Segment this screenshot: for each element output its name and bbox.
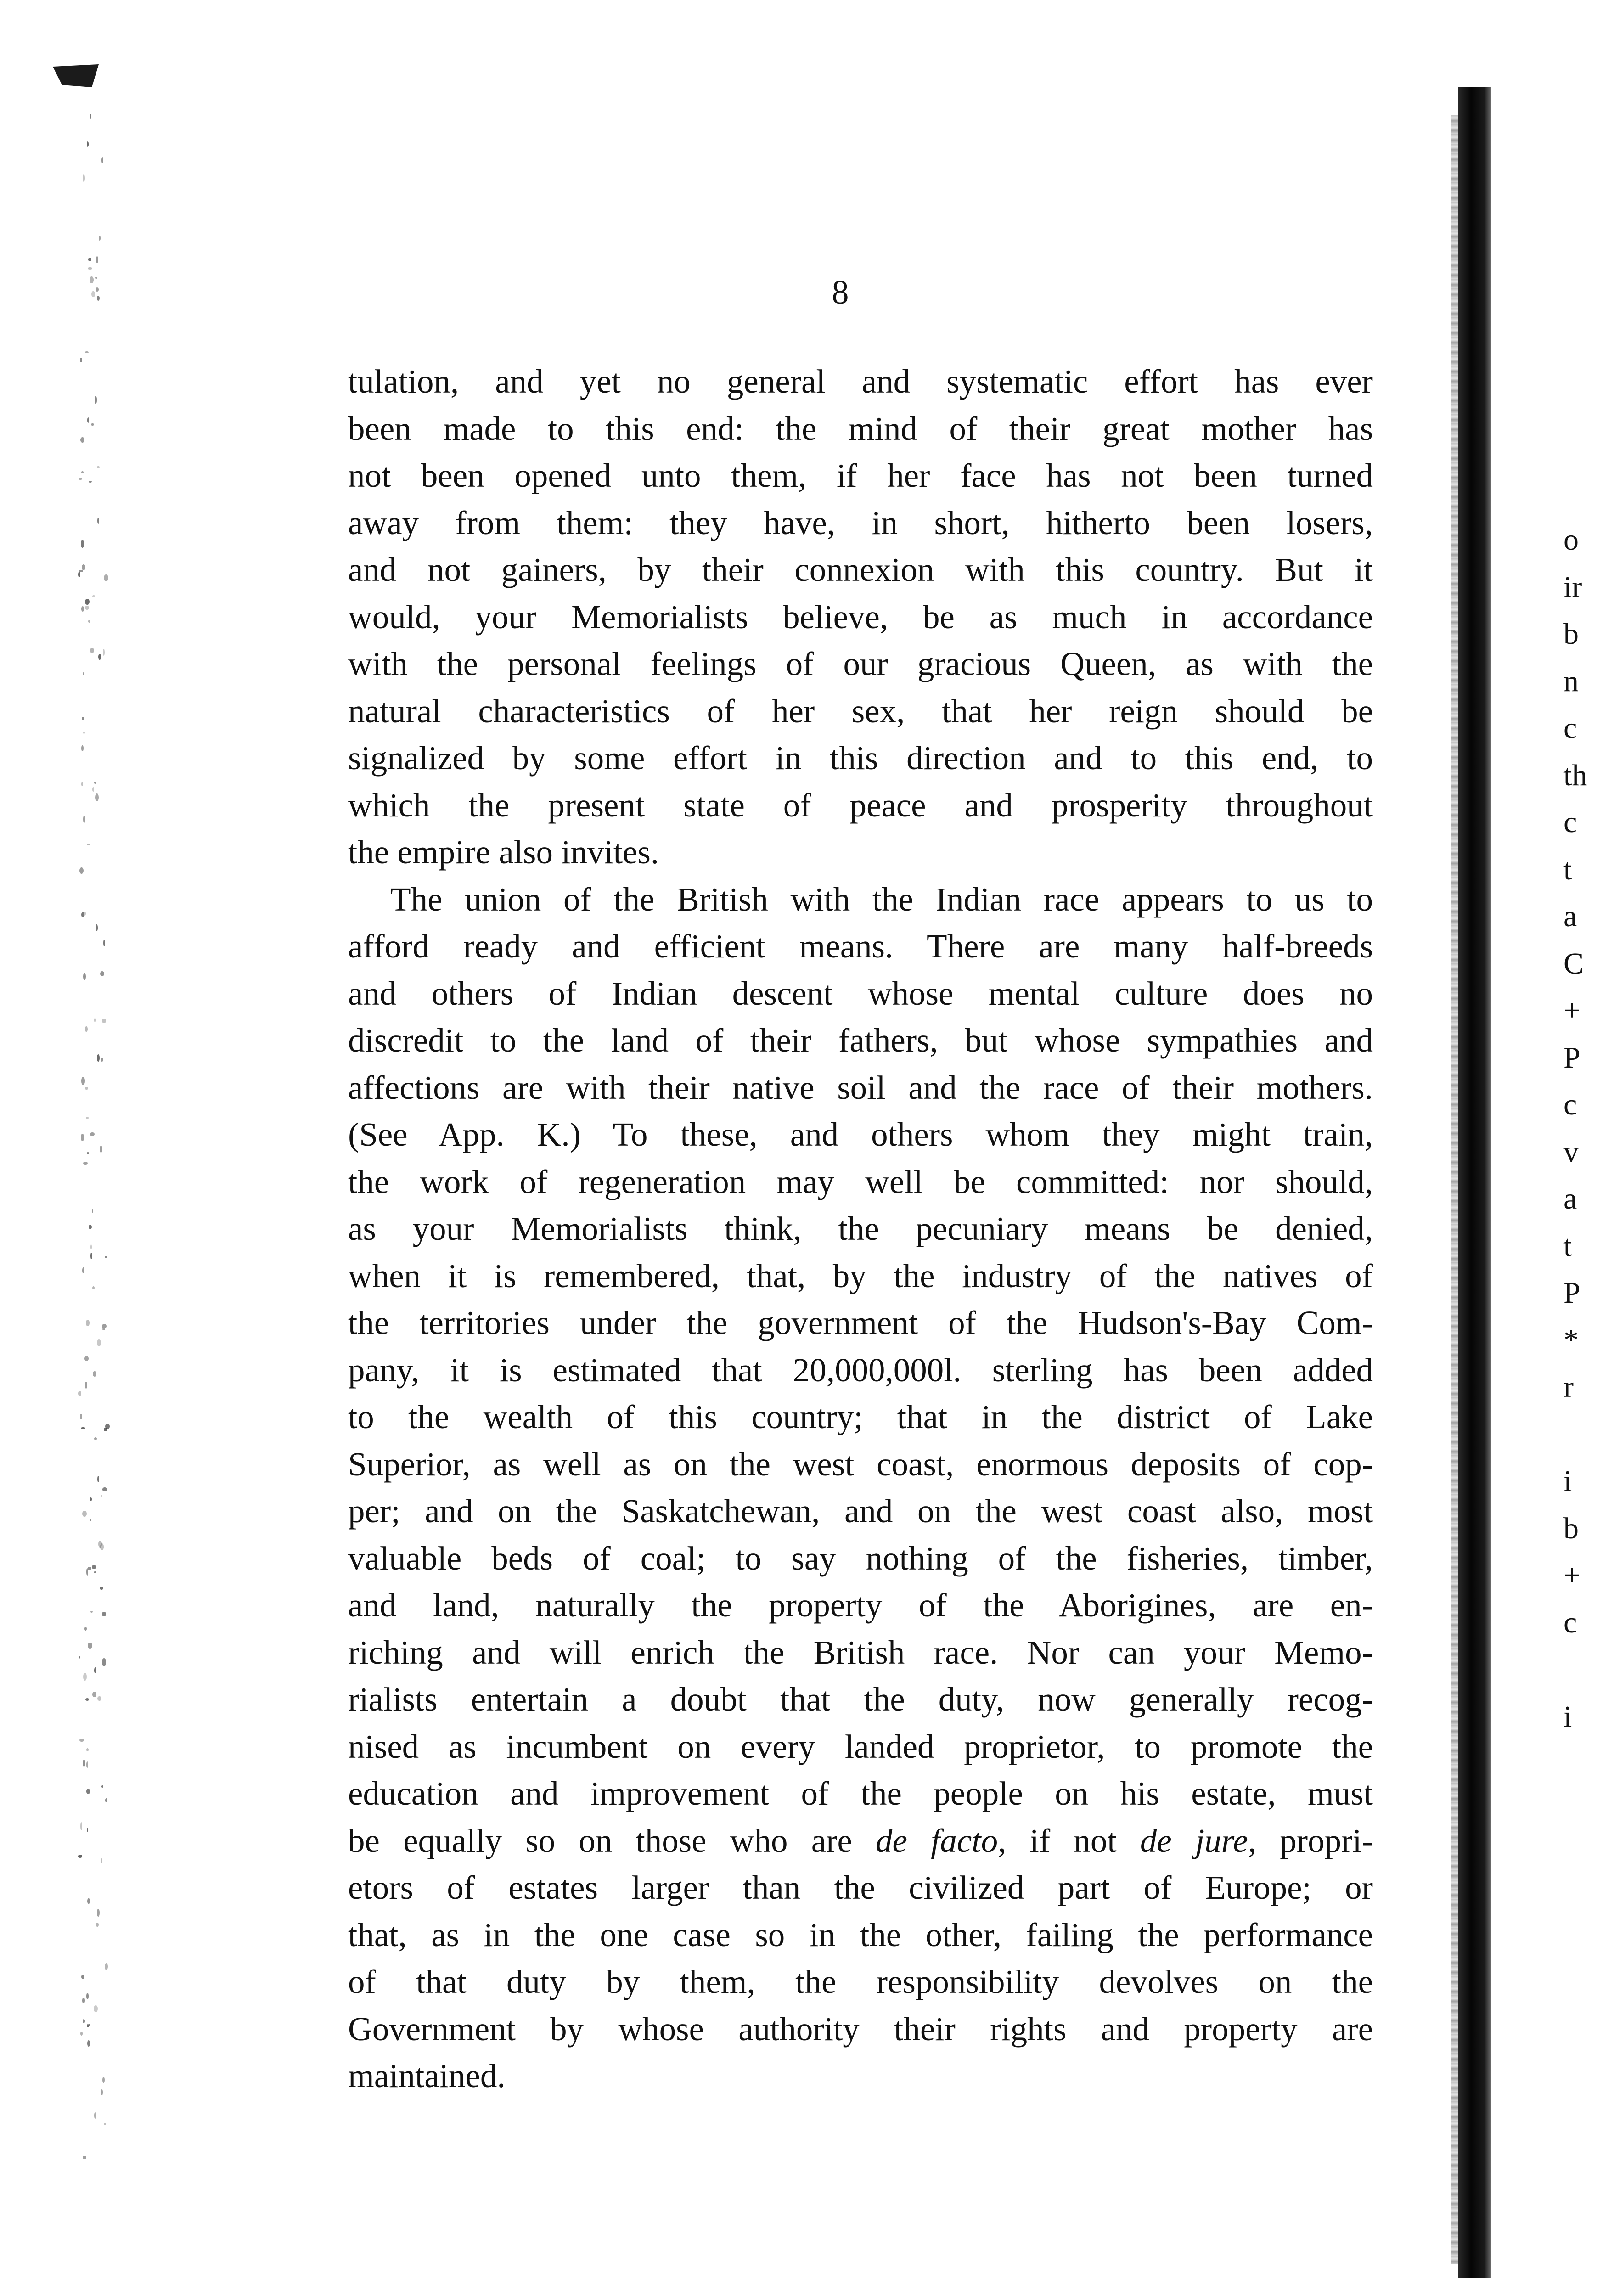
text-line: with the personal feelings of our gracious Queen, as with the <box>348 645 1373 682</box>
edge-letter: c <box>1563 711 1577 745</box>
margin-speck <box>83 732 85 734</box>
margin-speck <box>87 2024 90 2027</box>
text-line: and land, naturally the property of the Aborigines, are en- <box>348 1587 1373 1624</box>
text-line: as your Memorialists think, the pecuniary means be denied, <box>348 1210 1373 1247</box>
book-spine <box>1458 87 1491 2278</box>
edge-letter: c <box>1563 1605 1577 1639</box>
margin-speck <box>81 782 83 786</box>
margin-speck <box>97 1054 100 1062</box>
margin-speck <box>83 1760 85 1767</box>
text-line: maintained. <box>348 2057 506 2094</box>
margin-speck <box>79 867 84 874</box>
margin-speck <box>97 518 100 524</box>
margin-speck <box>80 358 82 363</box>
margin-speck <box>81 1427 85 1429</box>
text-line: which the present state of peace and prosperity throughout <box>348 786 1373 824</box>
edge-letter: C <box>1563 946 1584 980</box>
margin-speck <box>90 1611 93 1613</box>
text-line: the empire also invites. <box>348 833 659 871</box>
margin-speck <box>105 1798 107 1802</box>
margin-speck <box>82 717 84 720</box>
margin-speck <box>88 1567 91 1570</box>
margin-speck <box>85 1382 87 1389</box>
margin-speck <box>90 648 94 653</box>
text-line: to the wealth of this country; that in the district of Lake <box>348 1398 1373 1435</box>
margin-speck <box>81 1975 84 1979</box>
margin-speck <box>94 1018 96 1022</box>
margin-speck <box>94 1571 96 1573</box>
margin-speck <box>83 973 86 980</box>
margin-speck <box>81 912 84 917</box>
edge-letter: * <box>1563 1323 1579 1357</box>
margin-speck <box>86 1761 88 1767</box>
margin-speck <box>96 924 98 931</box>
left-margin-marks <box>51 96 106 2209</box>
margin-speck <box>97 1909 100 1917</box>
edge-letter: P <box>1563 1276 1580 1310</box>
margin-speck <box>105 1256 107 1258</box>
margin-speck <box>92 787 95 792</box>
margin-speck <box>81 1134 84 1141</box>
margin-speck <box>81 471 84 474</box>
margin-speck <box>86 1993 89 1999</box>
margin-speck <box>90 1253 92 1259</box>
margin-speck <box>94 782 96 784</box>
margin-speck <box>105 1963 108 1970</box>
margin-speck <box>85 599 90 605</box>
text-line: tulation, and yet no general and systematic effort has ever <box>348 363 1373 400</box>
text-line: be equally so on those who are de facto, if not de jure, propri- <box>348 1822 1373 1859</box>
margin-speck <box>85 1087 88 1090</box>
margin-speck <box>86 1117 89 1119</box>
edge-letter: a <box>1563 1182 1577 1216</box>
margin-speck <box>80 2032 83 2036</box>
margin-speck <box>98 654 101 660</box>
margin-speck <box>82 564 85 570</box>
margin-speck <box>78 572 80 577</box>
margin-speck <box>85 351 89 353</box>
margin-speck <box>90 276 94 283</box>
margin-speck <box>78 1855 82 1857</box>
edge-letter: r <box>1563 1370 1574 1404</box>
margin-speck <box>91 423 94 426</box>
margin-speck <box>100 971 104 976</box>
margin-speck <box>101 1858 102 1864</box>
margin-speck <box>86 1748 89 1751</box>
margin-speck <box>102 1324 107 1328</box>
margin-speck <box>83 2019 85 2023</box>
text-line: afford ready and efficient means. There are many half-breeds <box>348 928 1373 965</box>
margin-speck <box>81 606 84 612</box>
margin-speck <box>96 1923 98 1927</box>
text-line: and others of Indian descent whose mental culture does no <box>348 974 1373 1012</box>
margin-speck <box>89 481 92 483</box>
text-line: natural characteristics of her sex, that her reign should be <box>348 692 1373 730</box>
margin-speck <box>103 649 105 656</box>
margin-speck <box>87 1152 89 1154</box>
margin-speck <box>91 291 95 297</box>
margin-speck <box>92 1565 96 1570</box>
text-line: away from them: they have, in short, hitherto been losers, <box>348 504 1373 541</box>
margin-speck <box>84 1356 89 1361</box>
margin-speck <box>83 1162 87 1165</box>
margin-speck <box>87 141 89 146</box>
edge-letter: c <box>1563 1088 1577 1121</box>
text-line: Government by whose authority their rights and property are <box>348 2010 1373 2048</box>
margin-speck <box>102 1612 106 1616</box>
text-line: signalized by some effort in this direction and to this end, to <box>348 739 1373 777</box>
margin-speck <box>88 620 91 623</box>
margin-speck <box>87 844 90 845</box>
margin-speck <box>95 277 97 279</box>
margin-speck <box>102 1487 107 1491</box>
margin-speck <box>90 1497 92 1501</box>
italic-phrase: de facto <box>876 1822 998 1859</box>
text-line: been made to this end: the mind of their great mother has <box>348 410 1373 447</box>
text-line: riching and will enrich the British race. Nor can your Memo- <box>348 1633 1373 1671</box>
margin-speck <box>94 1667 96 1673</box>
margin-speck <box>90 114 91 119</box>
margin-speck <box>92 1209 93 1213</box>
edge-letter: i <box>1563 1699 1572 1733</box>
margin-speck <box>94 2112 96 2119</box>
margin-speck <box>88 267 92 270</box>
edge-letter: v <box>1563 1135 1579 1169</box>
margin-speck <box>83 174 85 182</box>
margin-speck <box>80 1414 82 1420</box>
margin-speck <box>101 1495 102 1497</box>
margin-speck <box>85 1698 89 1701</box>
text-line: education and improvement of the people on his estate, must <box>348 1775 1373 1812</box>
margin-speck <box>95 396 97 404</box>
edge-letter: n <box>1563 664 1579 698</box>
margin-speck <box>92 595 95 597</box>
margin-speck <box>97 1339 101 1346</box>
edge-letter: + <box>1563 1559 1581 1592</box>
edge-letter: t <box>1563 852 1572 886</box>
margin-speck <box>86 1320 90 1326</box>
margin-speck <box>82 1267 84 1273</box>
margin-speck <box>97 1476 99 1482</box>
margin-speck <box>102 1019 106 1023</box>
margin-speck <box>81 1077 85 1085</box>
margin-speck <box>101 2089 103 2095</box>
margin-speck <box>92 1692 96 1697</box>
text-line: that, as in the one case so in the other, failing the performance <box>348 1916 1373 1953</box>
text-line: the work of regeneration may well be committed: nor should, <box>348 1163 1373 1200</box>
margin-speck <box>86 1789 90 1794</box>
text-line: Superior, as well as on the west coast, enormous deposits of cop- <box>348 1445 1373 1483</box>
text-line: (See App. K.) To these, and others whom they might train, <box>348 1116 1373 1153</box>
edge-letter: th <box>1563 758 1587 792</box>
text-line: not been opened unto them, if her face has not been turned <box>348 457 1373 494</box>
margin-speck <box>99 236 101 240</box>
margin-speck <box>100 1146 102 1153</box>
binding-top-mark <box>53 64 99 87</box>
margin-speck <box>83 2156 86 2160</box>
edge-letter: + <box>1563 994 1581 1027</box>
edge-letter: o <box>1563 523 1579 557</box>
margin-speck <box>104 2123 106 2125</box>
margin-speck <box>88 1643 92 1649</box>
margin-speck <box>103 940 105 946</box>
margin-speck <box>88 258 91 261</box>
margin-speck <box>101 1058 103 1061</box>
edge-letter: b <box>1563 1511 1579 1545</box>
margin-speck <box>97 1696 101 1701</box>
margin-speck <box>87 1828 88 1832</box>
margin-speck <box>81 745 83 751</box>
margin-speck <box>82 1511 87 1517</box>
text-line: The union of the British with the Indian race appears to us to <box>390 880 1373 918</box>
margin-speck <box>97 466 99 468</box>
margin-speck <box>97 296 100 301</box>
margin-speck <box>104 574 108 581</box>
edge-letter: t <box>1563 1229 1572 1263</box>
margin-speck <box>83 672 84 675</box>
text-line: etors of estates larger than the civilized part of Europe; or <box>348 1869 1373 1906</box>
margin-speck <box>96 287 99 292</box>
margin-speck <box>79 1656 80 1659</box>
text-line: when it is remembered, that, by the industry of the natives of <box>348 1257 1373 1294</box>
margin-speck <box>79 478 82 480</box>
edge-letter <box>1563 1411 1609 1458</box>
margin-speck <box>87 2040 90 2047</box>
margin-speck <box>93 1371 96 1376</box>
margin-speck <box>104 1428 107 1431</box>
text-line: of that duty by them, the responsibility devolves on the <box>348 1963 1373 2000</box>
body-text <box>348 358 1373 2100</box>
margin-speck <box>94 2005 98 2012</box>
margin-speck <box>90 1519 91 1521</box>
margin-speck <box>102 1658 107 1666</box>
margin-speck <box>86 1568 88 1576</box>
margin-speck <box>87 1898 90 1904</box>
edge-letter: P <box>1563 1041 1580 1075</box>
page-number: 8 <box>832 274 849 311</box>
margin-speck <box>95 793 99 801</box>
next-page-edge-letters <box>1563 517 1609 1740</box>
margin-speck <box>96 256 98 263</box>
edge-letter: c <box>1563 805 1577 839</box>
margin-speck <box>90 1132 95 1137</box>
text-line: discredit to the land of their fathers, but whose sympathies and <box>348 1022 1373 1059</box>
text-line: valuable beds of coal; to say nothing of the fisheries, timber, <box>348 1539 1373 1577</box>
margin-speck <box>81 540 84 548</box>
margin-speck <box>85 1026 88 1032</box>
margin-speck <box>84 1627 87 1631</box>
edge-letter: a <box>1563 900 1577 933</box>
margin-speck <box>90 1244 92 1249</box>
italic-phrase: de jure <box>1140 1822 1248 1859</box>
text-line: the territories under the government of the Hudson's-Bay Com- <box>348 1304 1373 1341</box>
margin-speck <box>79 1739 84 1742</box>
margin-speck <box>83 816 86 823</box>
margin-speck <box>82 1998 85 2003</box>
text-line: per; and on the Saskatchewan, and on the west coast also, most <box>348 1492 1373 1530</box>
edge-letter <box>1563 1646 1609 1694</box>
margin-speck <box>101 1785 103 1788</box>
text-line: rialists entertain a doubt that the duty, now generally recog- <box>348 1681 1373 1718</box>
text-line: nised as incumbent on every landed proprietor, to promote the <box>348 1728 1373 1765</box>
text-line: and not gainers, by their connexion with this country. But it <box>348 551 1373 588</box>
text-line: would, your Memorialists believe, be as much in accordance <box>348 598 1373 636</box>
margin-speck <box>102 2077 105 2083</box>
edge-letter: b <box>1563 617 1579 651</box>
margin-speck <box>78 1391 81 1396</box>
margin-speck <box>83 1673 87 1681</box>
edge-letter: i <box>1563 1464 1572 1498</box>
margin-speck <box>89 1225 92 1229</box>
margin-speck <box>87 417 90 423</box>
margin-speck <box>80 1822 82 1830</box>
margin-speck <box>101 157 103 163</box>
margin-speck <box>100 1587 103 1590</box>
text-line: pany, it is estimated that 20,000,000l. sterling has been added <box>348 1351 1373 1389</box>
margin-speck <box>80 437 84 443</box>
edge-letter: ir <box>1563 570 1582 604</box>
margin-speck <box>94 1437 97 1440</box>
margin-speck <box>92 1286 95 1289</box>
margin-speck <box>85 606 89 610</box>
text-line: affections are with their native soil and the race of their mothers. <box>348 1069 1373 1106</box>
